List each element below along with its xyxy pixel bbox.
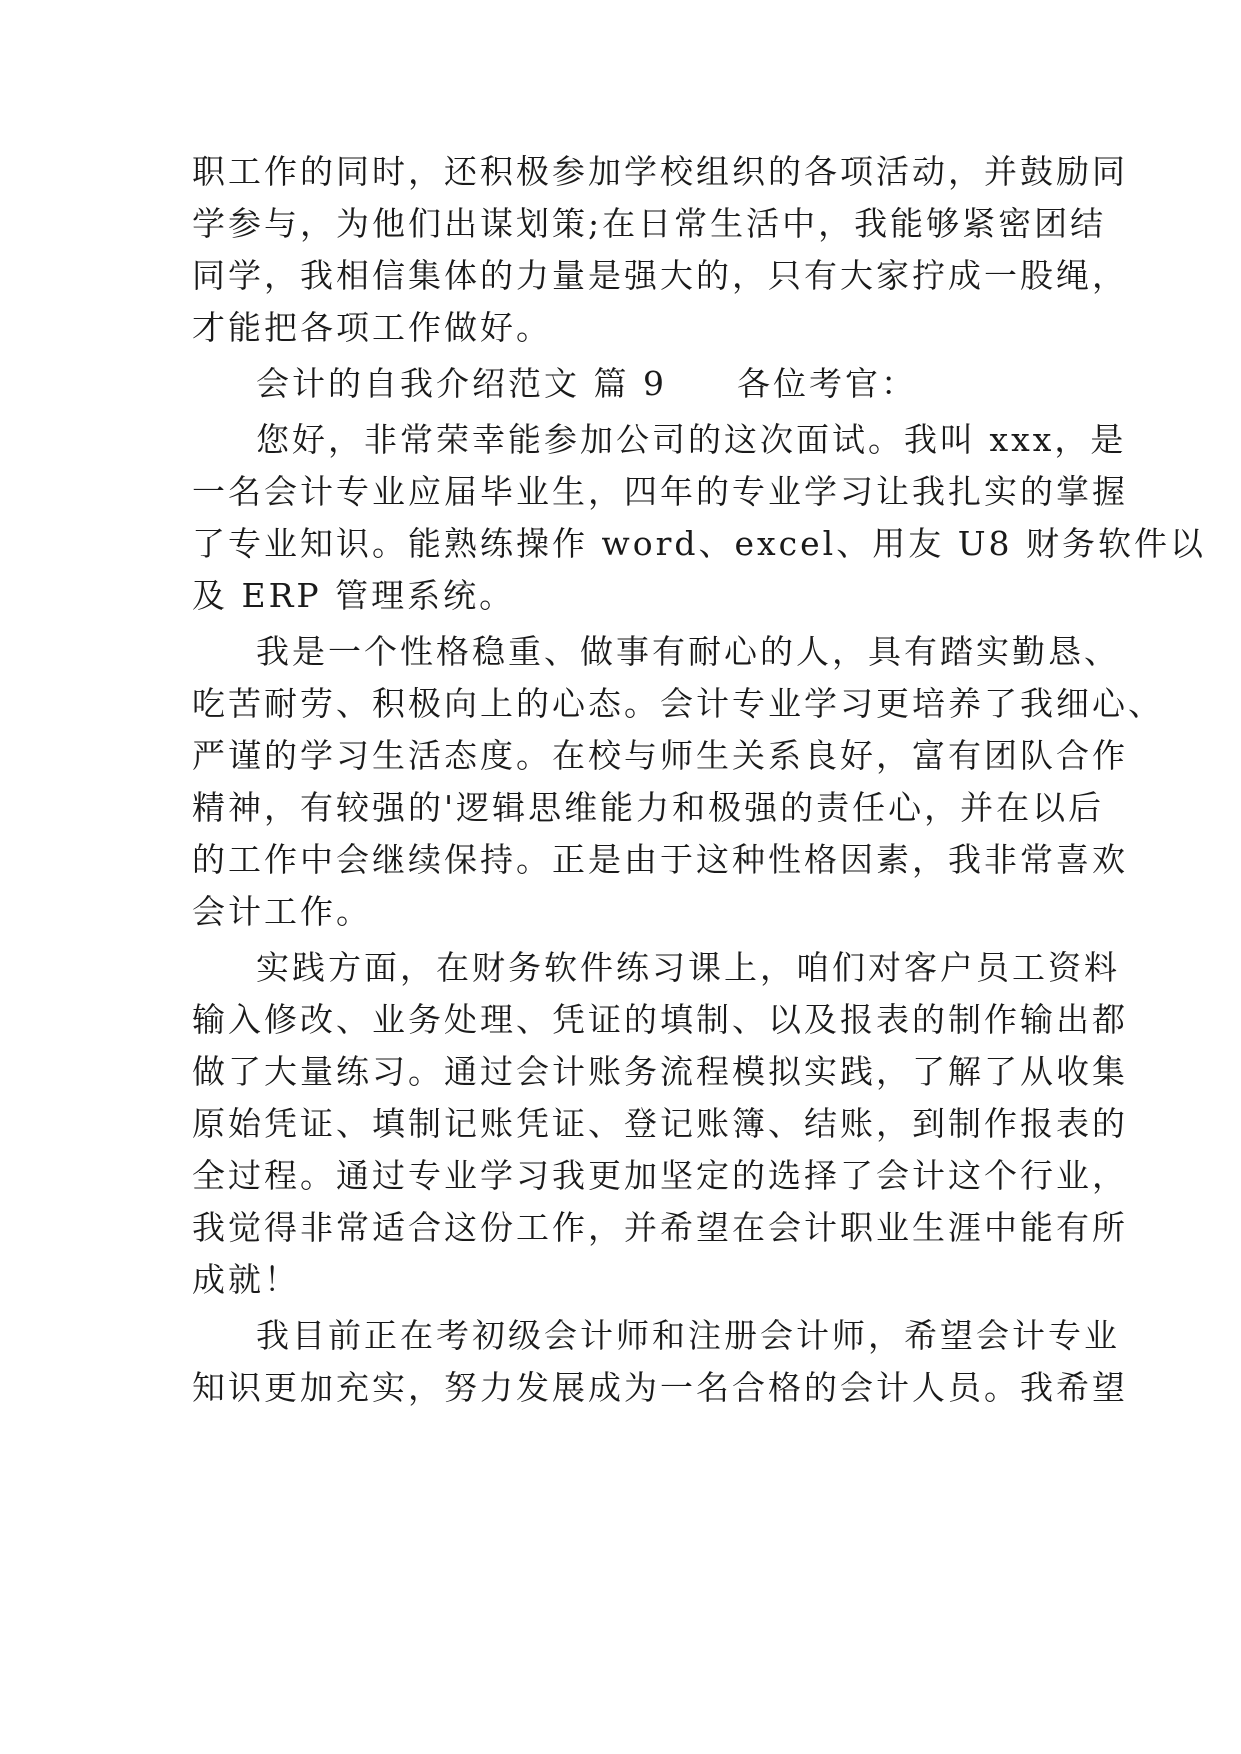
text-line: 才能把各项工作做好。 (192, 308, 552, 347)
text-line: 会计工作。 (192, 892, 372, 931)
text-line: 学参与，为他们出谋划策;在日常生活中，我能够紧密团结 (192, 204, 1107, 243)
text-line: 我是一个性格稳重、做事有耐心的人，具有踏实勤恳、 (256, 632, 1120, 671)
text-line: 了专业知识。能熟练操作 word、excel、用友 U8 财务软件以 (192, 524, 1206, 563)
text-line: 成就！ (192, 1260, 300, 1299)
text-line: 我觉得非常适合这份工作，并希望在会计职业生涯中能有所 (192, 1208, 1128, 1247)
text-line: 的工作中会继续保持。正是由于这种性格因素，我非常喜欢 (192, 840, 1128, 879)
text-line: 做了大量练习。通过会计账务流程模拟实践，了解了从收集 (192, 1052, 1128, 1091)
text-line: 全过程。通过专业学习我更加坚定的选择了会计这个行业， (192, 1156, 1128, 1195)
text-line: 及 ERP 管理系统。 (192, 576, 516, 615)
text-line: 精神，有较强的'逻辑思维能力和极强的责任心，并在以后 (192, 788, 1105, 827)
section-heading (256, 364, 1136, 404)
text-line: 严谨的学习生活态度。在校与师生关系良好，富有团队合作 (192, 736, 1128, 775)
text-line: 实践方面，在财务软件练习课上，咱们对客户员工资料 (256, 948, 1120, 987)
text-line: 同学，我相信集体的力量是强大的，只有大家拧成一股绳， (192, 256, 1128, 295)
section-heading-title: 会计的自我介绍范文 篇 9 (256, 364, 667, 403)
text-line: 输入修改、业务处理、凭证的填制、以及报表的制作输出都 (192, 1000, 1128, 1039)
text-line: 一名会计专业应届毕业生，四年的专业学习让我扎实的掌握 (192, 472, 1128, 511)
text-line: 吃苦耐劳、积极向上的心态。会计专业学习更培养了我细心、 (192, 684, 1164, 723)
text-line: 您好，非常荣幸能参加公司的这次面试。我叫 xxx，是 (256, 420, 1127, 459)
text-line: 知识更加充实，努力发展成为一名合格的会计人员。我希望 (192, 1368, 1128, 1407)
text-line: 我目前正在考初级会计师和注册会计师，希望会计专业 (256, 1316, 1120, 1355)
text-line: 职工作的同时，还积极参加学校组织的各项活动，并鼓励同 (192, 152, 1128, 191)
section-heading-salutation: 各位考官： (736, 364, 917, 403)
text-line: 原始凭证、填制记账凭证、登记账簿、结账，到制作报表的 (192, 1104, 1128, 1143)
